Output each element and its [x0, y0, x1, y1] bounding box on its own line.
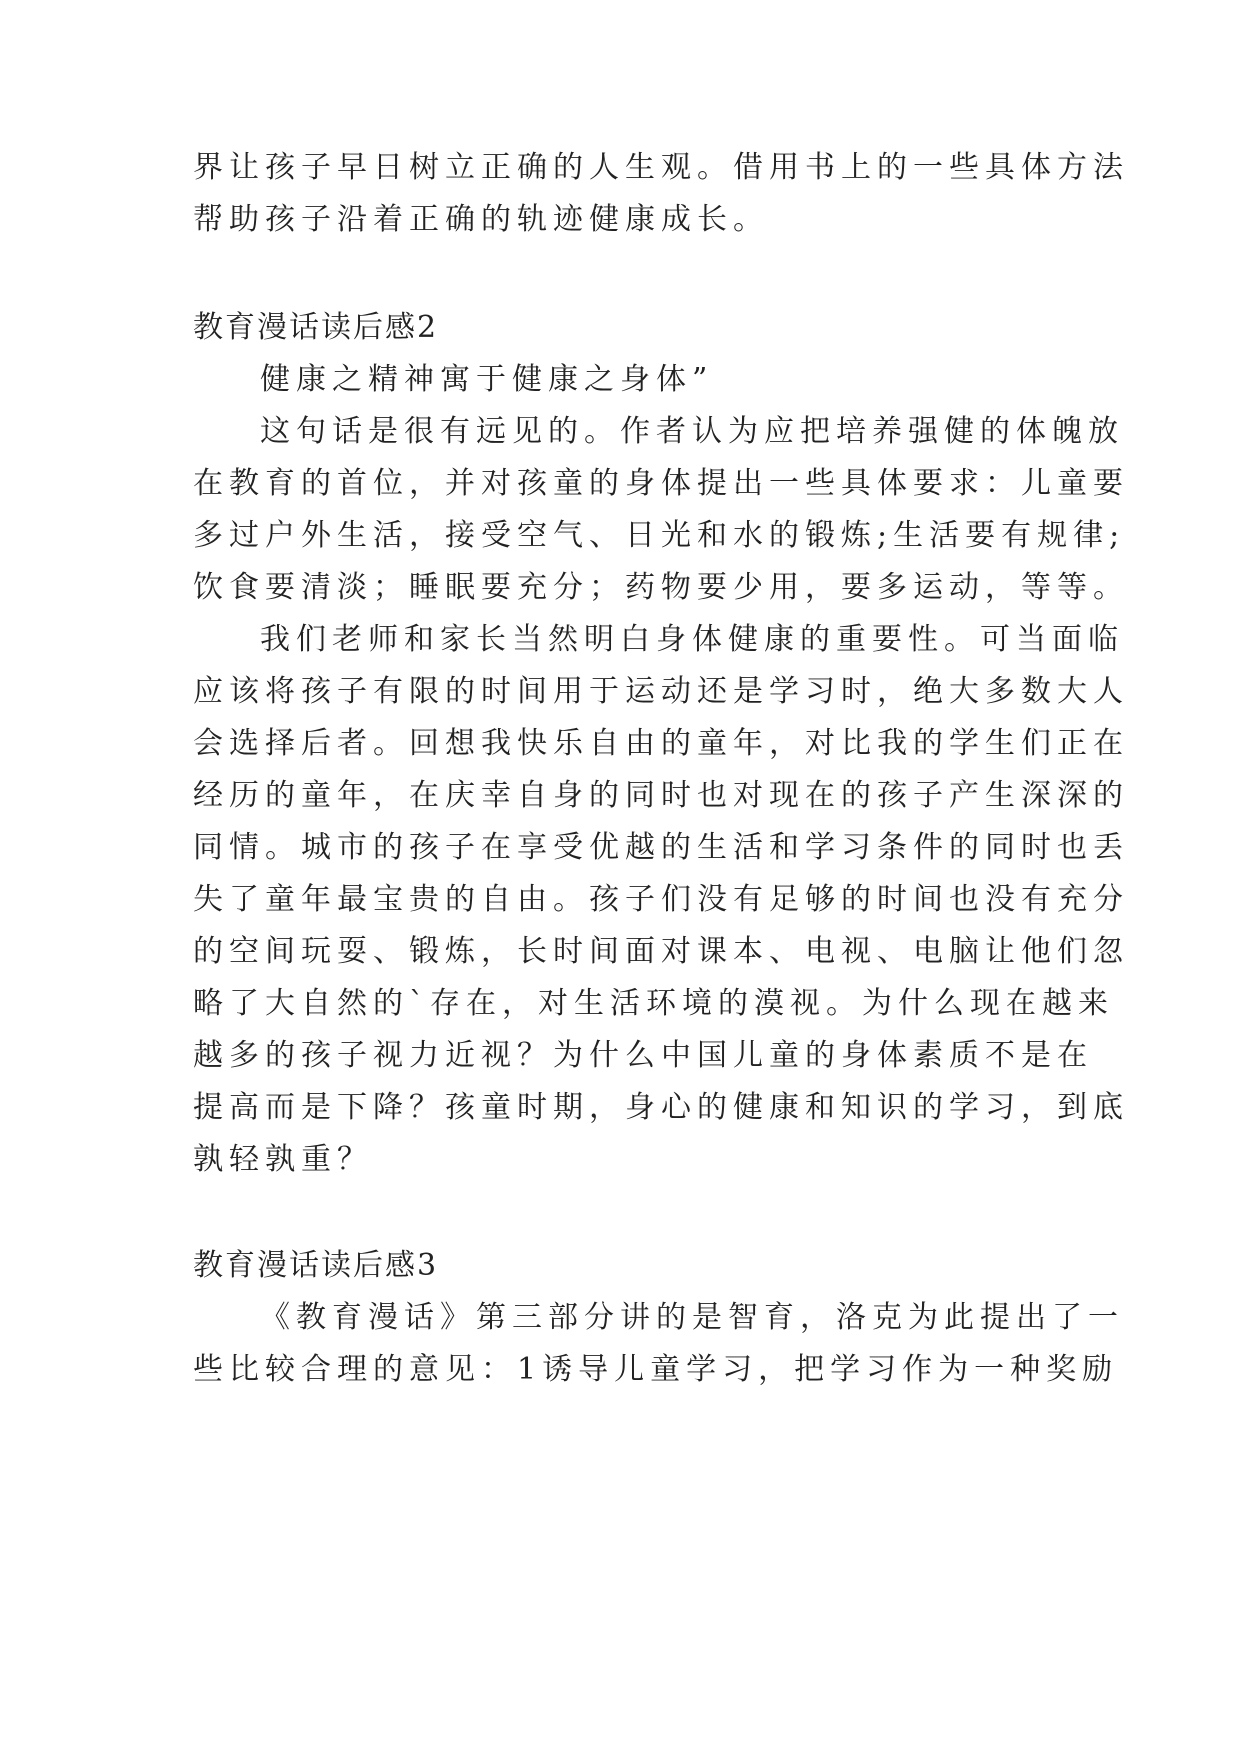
paragraph-line: 我们老师和家长当然明白身体健康的重要性。可当面临: [260, 622, 1124, 657]
paragraph-line: 帮助孩子沿着正确的轨迹健康成长。: [193, 202, 769, 237]
paragraph-line: 越多的孩子视力近视？为什么中国儿童的身体素质不是在: [193, 1038, 1093, 1073]
paragraph-line: 《教育漫话》第三部分讲的是智育，洛克为此提出了一: [260, 1300, 1124, 1335]
paragraph-line: 这句话是很有远见的。作者认为应把培养强健的体魄放: [260, 414, 1124, 449]
section-heading-3: 教育漫话读后感3: [193, 1248, 439, 1283]
paragraph-line: 会选择后者。回想我快乐自由的童年，对比我的学生们正在: [193, 726, 1129, 761]
paragraph-line: 失了童年最宝贵的自由。孩子们没有足够的时间也没有充分: [193, 882, 1129, 917]
paragraph-line: 经历的童年，在庆幸自身的同时也对现在的孩子产生深深的: [193, 778, 1129, 813]
paragraph-line: 的空间玩耍、锻炼，长时间面对课本、电视、电脑让他们忽: [193, 934, 1129, 969]
paragraph-line: 提高而是下降？孩童时期，身心的健康和知识的学习，到底: [193, 1090, 1129, 1125]
paragraph-line: 饮食要清淡；睡眠要充分；药物要少用，要多运动，等等。: [193, 570, 1129, 605]
paragraph-line: 应该将孩子有限的时间用于运动还是学习时，绝大多数大人: [193, 674, 1129, 709]
paragraph-line: 界让孩子早日树立正确的人生观。借用书上的一些具体方法: [193, 150, 1129, 185]
paragraph-line: 多过户外生活，接受空气、日光和水的锻炼;生活要有规律;: [193, 518, 1126, 553]
paragraph-line: 同情。城市的孩子在享受优越的生活和学习条件的同时也丢: [193, 830, 1129, 865]
paragraph-line: 略了大自然的`存在，对生活环境的漠视。为什么现在越来: [193, 986, 1114, 1021]
paragraph-line: 在教育的首位，并对孩童的身体提出一些具体要求：儿童要: [193, 466, 1129, 501]
paragraph-line: 孰轻孰重？: [193, 1142, 373, 1177]
section-heading-2: 教育漫话读后感2: [193, 310, 439, 345]
quote-line: 健康之精神寓于健康之身体”: [260, 362, 714, 397]
paragraph-line: 些比较合理的意见：1诱导儿童学习，把学习作为一种奖励: [193, 1352, 1119, 1387]
